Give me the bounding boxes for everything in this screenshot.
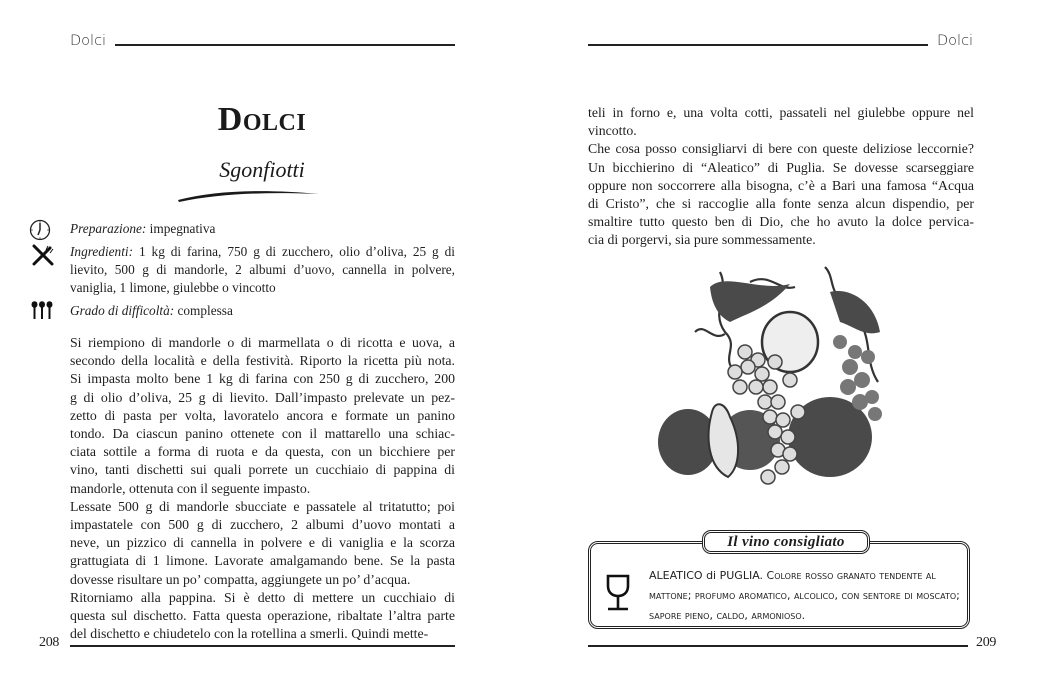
title-swash-decoration — [176, 187, 321, 203]
wine-description-line: mattone; profumo aromatico, alcolico, con sentore di moscato; — [649, 589, 960, 602]
text-line: oppure non soccorrere alla bisogna, c’è a Bari una famosa “Acqua — [588, 177, 974, 193]
text-line: Si riempiono di mandorle o di marmellata o di ricotta e uova, a — [70, 335, 455, 350]
section-title: Dolci — [217, 101, 307, 138]
text-line: g di olio d’oliva, 25 g di lievito. Dall’impasto prelevate un pez- — [70, 389, 455, 405]
spoons-icon — [31, 301, 53, 319]
text-line: secondo della località e della festività. Riporto la ricetta più nota. — [70, 353, 455, 369]
running-head-right: Dolci — [937, 33, 974, 49]
text-line: impastatele con 500 g di zucchero, 2 albumi d’uovo montati a — [70, 517, 455, 533]
text-line: Lessate 500 g di mandorle sbucciate e passatele al tritatutto; poi — [70, 498, 455, 514]
text-line: dovesse risultare un po’ compatta, aggiungete un po’ d’acqua. — [70, 571, 411, 587]
wine-name: ALEATICO di PUGLIA. — [649, 569, 764, 582]
text-line: di Cristo”, che si raccoglie alla fonte senza alcun dispendio, per — [588, 196, 974, 212]
info-label: Ingredienti: — [70, 244, 134, 259]
text-line: vino, tanti dischetti sui quali porrete un cucchiaio di pappina di — [70, 462, 455, 478]
footer-rule-right — [588, 645, 968, 647]
text-line: tondo. Da ciascun panino ottenete con il mattarello una schiac- — [70, 426, 455, 442]
wine-description — [649, 566, 961, 626]
left-body-text — [70, 334, 455, 643]
body-paragraph — [70, 498, 455, 589]
body-paragraph — [588, 140, 974, 249]
info-ingredients — [70, 243, 455, 297]
text-line: Che cosa posso consigliarvi di bere con queste deliziose leccornie? — [588, 141, 974, 157]
info-value: complessa — [174, 303, 233, 318]
footer-rule-left — [70, 645, 455, 647]
info-value: impegnativa — [146, 221, 216, 236]
text-line: Ritorniamo alla pappina. Si è detto di mettere un cucchiaio di — [70, 589, 455, 605]
info-label: Grado di difficoltà: — [70, 303, 175, 318]
info-label: Preparazione: — [70, 221, 147, 236]
text-line: Un bicchierino di “Aleatico” di Puglia. Se dovesse scarseggiare — [588, 159, 974, 175]
text-line: neve, un pizzico di cannella in polvere e di vaniglia e la scorza — [70, 535, 455, 551]
running-head-left: Dolci — [70, 33, 107, 49]
text-line: del dischetto e chiudetelo con la rotellina a smerli. Quindi mette- — [70, 626, 429, 642]
text-line: ciata sottile a forma di ruota e da questa, con un bicchiere per — [70, 444, 455, 460]
info-value: 1 kg di farina, 750 g di zucchero, olio d’oliva, 25 g di lievito, 500 g di mandorle, 2 albumi d’uovo, cannella in polvere, vaniglia, 1 limone, giulebbe o vincotto — [70, 244, 455, 295]
text-line: smaltire tutto questo ben di Dio, che ho avuto la dolce pervica- — [588, 214, 974, 230]
text-line: teli in forno e, una volta cotti, passateli nel giulebbe oppure nel — [588, 105, 974, 120]
page-number-right: 209 — [976, 635, 997, 650]
wine-box-heading: Il vino consigliato — [702, 530, 870, 554]
info-preparation — [70, 220, 455, 238]
wine-description-line: Colore rosso granato tendente al — [763, 569, 936, 582]
page-number-left: 208 — [39, 635, 60, 650]
text-line: mandorle, ottenuta con il seguente impasto. — [70, 480, 311, 496]
wine-glass-icon — [605, 574, 631, 612]
right-body-text — [588, 104, 974, 250]
body-paragraph — [70, 334, 455, 498]
wine-description-line: sapore pieno, caldo, armonioso. — [649, 609, 806, 622]
text-line: vincotto. — [588, 123, 637, 139]
text-line: grattugiata di 1 limone. Lavorate amalgamando bene. Se la pasta — [70, 553, 455, 569]
knife-fork-icon — [31, 244, 55, 266]
info-difficulty — [70, 302, 455, 320]
text-line: cia di porgervi, sia pure sommessamente. — [588, 232, 816, 248]
text-line: Si impasta molto bene 1 kg di farina con 250 g di zucchero, 200 — [70, 371, 455, 387]
text-line: zetto di pasta per volta, lavoratelo ancora e formate un panino — [70, 407, 455, 423]
fruit-and-grapes-illustration — [650, 262, 890, 497]
body-paragraph — [588, 104, 974, 140]
text-line: questa sul dischetto. Fatta questa operazione, ribaltate l’altra parte — [70, 608, 455, 624]
header-rule-left — [115, 44, 455, 46]
header-rule-right — [588, 44, 928, 46]
body-paragraph — [70, 589, 455, 644]
clock-icon — [29, 219, 51, 241]
recipe-title: Sgonfiotti — [219, 157, 305, 182]
